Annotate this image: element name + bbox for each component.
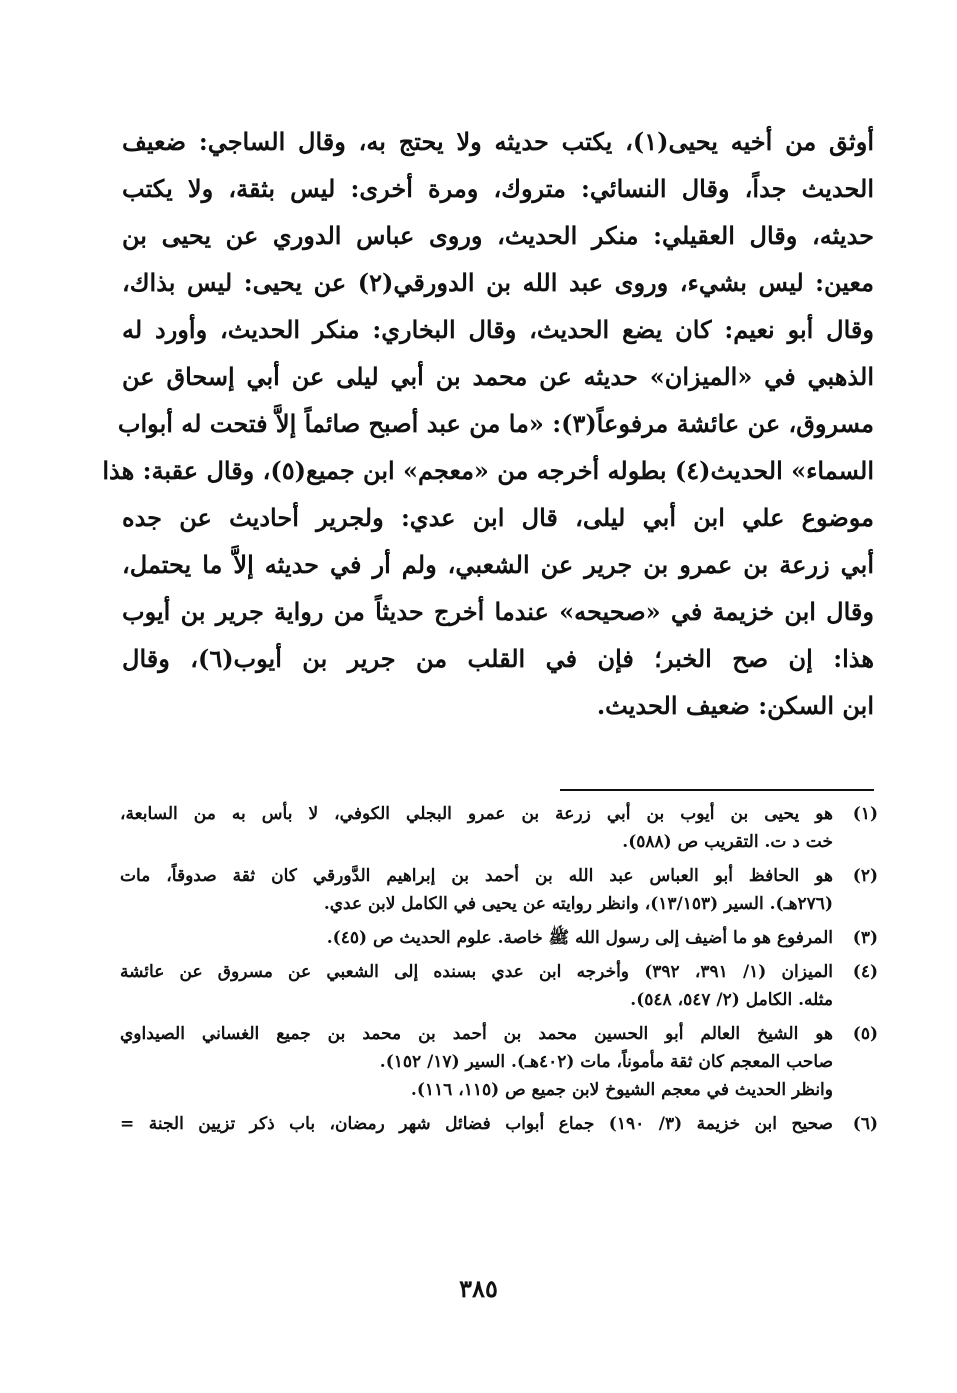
footnote-line: خت د ت. التقريب ص (٥٨٨). xyxy=(622,832,833,852)
text-line: الذهبي في «الميزان» حديثه عن محمد بن أبي ليلى عن أبي إسحاق عن xyxy=(122,362,874,391)
footnote-number: (٣) xyxy=(852,928,878,948)
footnote-number: (٤) xyxy=(852,962,878,982)
footnote-line: صحيح ابن خزيمة (٣/ ١٩٠) جماع أبواب فضائل شهر رمضان، باب ذكر تزيين الجنة = xyxy=(120,1114,833,1134)
footnote-line: صاحب المعجم كان ثقة مأموناً، مات (٤٠٢هـ). السير (١٧/ ١٥٢). xyxy=(379,1052,833,1072)
footnote-line: هو يحيى بن أيوب بن أبي زرعة بن عمرو البجلي الكوفي، لا بأس به من السابعة، xyxy=(120,804,833,824)
footnote-6 xyxy=(120,1110,878,1138)
footnote-number: (٢) xyxy=(852,866,878,886)
text-line: السماء» الحديث(٤) بطوله أخرجه من «معجم» ابن جميع(٥)، وقال عقبة: هذا xyxy=(102,456,874,485)
footnote-5 xyxy=(120,1020,878,1104)
footnote-number: (٦) xyxy=(852,1114,878,1134)
text-line: هذا: إن صح الخبر؛ فإن في القلب من جرير بن أيوب(٦)، وقال xyxy=(122,644,874,673)
text-line: ابن السكن: ضعيف الحديث. xyxy=(596,691,874,720)
text-line: موضوع علي ابن أبي ليلى، قال ابن عدي: ولجرير أحاديث عن جده xyxy=(122,503,874,532)
footnote-1 xyxy=(120,800,878,856)
footnotes xyxy=(120,800,878,1144)
footnote-4 xyxy=(120,958,878,1014)
footnote-2 xyxy=(120,862,878,918)
text-line: وقال ابن خزيمة في «صحيحه» عندما أخرج حديثاً من رواية جرير بن أيوب xyxy=(122,597,874,626)
footnote-line: الميزان (١/ ٣٩١، ٣٩٢) وأخرجه ابن عدي بسنده إلى الشعبي عن مسروق عن عائشة xyxy=(120,962,833,982)
text-line: الحديث جداً، وقال النسائي: متروك، ومرة أخرى: ليس بثقة، ولا يكتب xyxy=(122,174,874,203)
footnote-separator xyxy=(560,789,874,791)
text-line: مسروق، عن عائشة مرفوعاً(٣): «ما من عبد أصبح صائماً إلاَّ فتحت له أبواب xyxy=(117,409,874,438)
page-number: ٣٨٥ xyxy=(459,1274,498,1303)
footnote-3 xyxy=(120,924,878,952)
footnote-line: مثله. الكامل (٢/ ٥٤٧، ٥٤٨). xyxy=(630,990,833,1010)
text-line: أبي زرعة بن عمرو بن جرير عن الشعبي، ولم أر في حديثه إلاَّ ما يحتمل، xyxy=(122,550,874,579)
footnote-line: هو الشيخ العالم أبو الحسين محمد بن أحمد بن محمد بن جميع الغساني الصيداوي xyxy=(120,1024,833,1044)
footnote-line: وانظر الحديث في معجم الشيوخ لابن جميع ص (١١٥، ١١٦). xyxy=(410,1080,833,1100)
text-line: أوثق من أخيه يحيى(١)، يكتب حديثه ولا يحتج به، وقال الساجي: ضعيف xyxy=(122,127,874,156)
text-line: معين: ليس بشيء، وروى عبد الله بن الدورقي(٢) عن يحيى: ليس بذاك، xyxy=(122,268,874,297)
footnote-number: (١) xyxy=(852,804,878,824)
text-line: حديثه، وقال العقيلي: منكر الحديث، وروى عباس الدوري عن يحيى بن xyxy=(122,221,874,250)
footnote-line: هو الحافظ أبو العباس عبد الله بن أحمد بن إبراهيم الدَّورقي كان ثقة صدوقاً، مات xyxy=(120,866,833,886)
footnote-number: (٥) xyxy=(852,1024,878,1044)
main-text xyxy=(102,118,874,729)
text-line: وقال أبو نعيم: كان يضع الحديث، وقال البخاري: منكر الحديث، وأورد له xyxy=(122,315,874,344)
footnote-line: المرفوع هو ما أضيف إلى رسول الله ﷺ خاصة. علوم الحديث ص (٤٥). xyxy=(326,928,833,948)
footnote-line: (٢٧٦هـ). السير (١٣/١٥٣)، وانظر روايته عن يحيى في الكامل لابن عدي. xyxy=(323,894,833,914)
